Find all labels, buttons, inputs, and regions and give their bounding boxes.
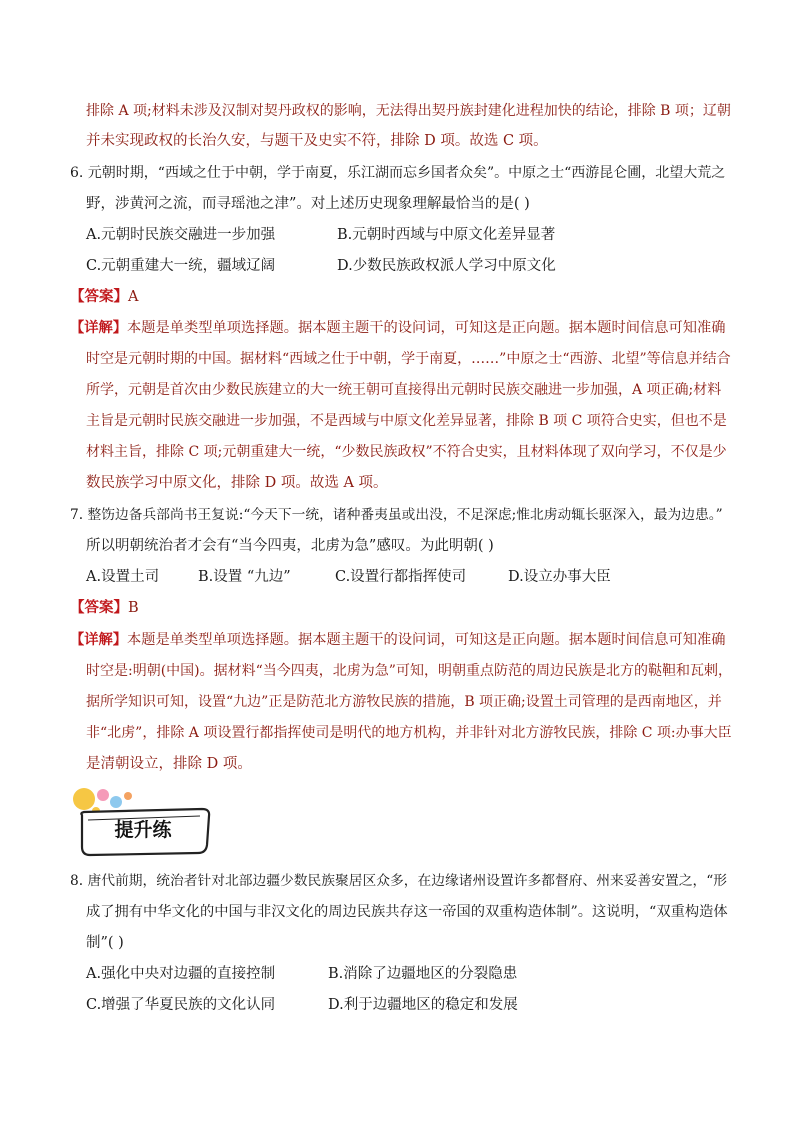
q8-stem: 8. 唐代前期，统治者针对北部边疆少数民族聚居区众多，在边缘诸州设置许多都督府、州来妥善安置之，“形 — [70, 873, 728, 889]
q7-option-d: D.设立办事大臣 — [508, 569, 611, 585]
answer-label: 【答案】 — [70, 599, 128, 616]
q8-option-b: B.消除了边疆地区的分裂隐患 — [328, 966, 518, 982]
q6-stem: 野，涉黄河之流，而寻瑶池之津”。对上述历史现象理解最恰当的是( ) — [86, 196, 530, 212]
q6-option-b: B.元朝时西域与中原文化差异显著 — [337, 227, 556, 243]
q7-detail-line: 时空是:明朝(中国)。据材料“当今四夷，北虏为急”可知，明朝重点防范的周边民族是北方的鞑靼和瓦剌， — [86, 663, 732, 679]
q7-detail-line: 是清朝设立，排除 D 项。 — [86, 756, 252, 772]
q6-detail-line: 所学，元朝是首次由少数民族建立的大一统王朝可直接得出元朝时民族交融进一步加强，A 项正确;材料 — [86, 382, 722, 398]
q6-detail-line: 主旨是元朝时民族交融进一步加强，不是西域与中原文化差异显著，排除 B 项 C 项符合史实，但也不是 — [86, 413, 727, 429]
section-badge — [72, 785, 214, 857]
q6-detail-line: 材料主旨，排除 C 项;元朝重建大一统，“少数民族政权”不符合史实，且材料体现了双向学习，不仅是少 — [86, 444, 727, 460]
q6-stem: 6. 元朝时期，“西域之仕于中朝，学于南夏，乐江湖而忘乡国者众矣”。中原之士“西游昆仑圃，北望大荒之 — [70, 165, 726, 181]
detail-label: 【详解】 — [70, 632, 128, 648]
q7-option-b: B.设置 “九边” — [198, 569, 291, 585]
q8-stem: 成了拥有中华文化的中国与非汉文化的周边民族共存这一帝国的双重构造体制”。这说明，“双重构造体 — [86, 904, 728, 920]
q6-detail-line: 数民族学习中原文化，排除 D 项。故选 A 项。 — [86, 475, 388, 491]
section-title: 提升练 — [114, 818, 172, 841]
q7-detail-line: 非“北虏”，排除 A 项设置行都指挥使司是明代的地方机构，并非针对北方游牧民族，排除 C 项:办事大臣 — [86, 725, 732, 741]
q7-detail — [70, 630, 726, 650]
detail-text: 本题是单类型单项选择题。据本题主题干的设问词，可知这是正向题。据本题时间信息可知准确 — [127, 320, 726, 336]
q6-option-c: C.元朝重建大一统，疆域辽阔 — [86, 258, 276, 274]
q7-stem: 7. 整饬边备兵部尚书王复说:“今天下一统，诸种番夷虽或出没，不足深虑;惟北虏动辄长驱深入，最为边患。” — [70, 507, 723, 523]
answer-value: B — [128, 600, 139, 616]
answer-value: A — [128, 289, 139, 305]
q5-explanation-line: 并未实现政权的长治久安，与题干及史实不符，排除 D 项。故选 C 项。 — [86, 133, 548, 149]
q6-detail — [70, 318, 726, 338]
q8-option-d: D.利于边疆地区的稳定和发展 — [328, 997, 518, 1013]
q8-option-c: C.增强了华夏民族的文化认同 — [86, 997, 276, 1013]
q7-answer — [70, 598, 139, 618]
q8-stem: 制”( ) — [86, 935, 124, 951]
q6-answer — [70, 287, 138, 307]
answer-label: 【答案】 — [70, 288, 128, 305]
q7-detail-line: 据所学知识可知，设置“九边”正是防范北方游牧民族的措施，B 项正确;设置土司管理的是西南地区，并 — [86, 694, 722, 710]
q7-stem: 所以明朝统治者才会有“当今四夷，北虏为急”感叹。为此明朝( ) — [86, 538, 494, 554]
q7-option-c: C.设置行都指挥使司 — [335, 569, 467, 585]
q5-explanation-line: 排除 A 项;材料未涉及汉制对契丹政权的影响，无法得出契丹族封建化进程加快的结论，排除 B 项；辽朝 — [86, 103, 731, 119]
q6-option-a: A.元朝时民族交融进一步加强 — [86, 227, 276, 243]
q8-option-a: A.强化中央对边疆的直接控制 — [86, 966, 276, 982]
q6-option-d: D.少数民族政权派人学习中原文化 — [337, 258, 556, 274]
q7-option-a: A.设置土司 — [86, 569, 160, 585]
detail-text: 本题是单类型单项选择题。据本题主题干的设问词，可知这是正向题。据本题时间信息可知准确 — [127, 632, 726, 648]
detail-label: 【详解】 — [70, 320, 128, 336]
q6-detail-line: 时空是元朝时期的中国。据材料“西域之仕于中朝，学于南夏，……”中原之士“西游、北望”等信息并结合 — [86, 351, 731, 367]
